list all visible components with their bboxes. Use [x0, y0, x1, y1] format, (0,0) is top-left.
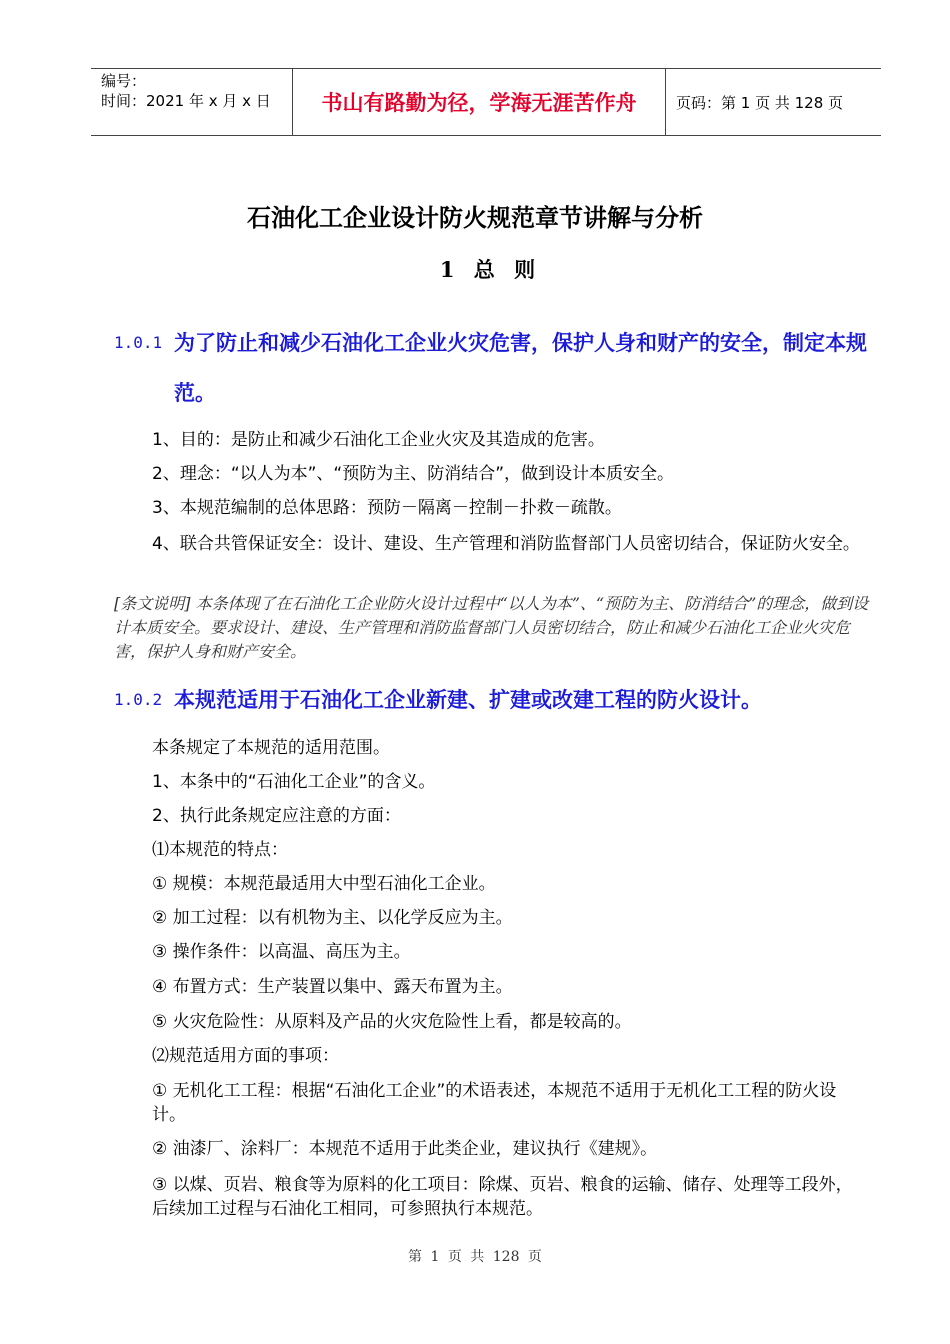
- clause-1-0-2: [114, 675, 874, 725]
- header-page-info: 页码：第 1 页 共 128 页: [676, 94, 844, 112]
- list-item: ① 无机化工工程：根据“石油化工企业”的术语表述，本规范不适用于无机化工工程的防火设计。: [152, 1081, 837, 1125]
- list-item: ⑵规范适用方面的事项：: [152, 1046, 339, 1066]
- page-header: [91, 68, 881, 136]
- list-item: 1、目的：是防止和减少石油化工企业火灾及其造成的危害。: [152, 430, 605, 450]
- list-item: ② 加工过程：以有机物为主、以化学反应为主。: [152, 908, 513, 928]
- page-footer: 第 1 页 共 128 页: [408, 1249, 542, 1265]
- header-divider: [665, 69, 666, 135]
- list-item: ⑤ 火灾危险性：从原料及产品的火灾危险性上看，都是较高的。: [152, 1012, 632, 1032]
- clause-text: 本规范适用于石油化工企业新建、扩建或改建工程的防火设计。: [174, 688, 762, 712]
- list-item: ④ 布置方式：生产装置以集中、露天布置为主。: [152, 977, 513, 997]
- list-item: 1、本条中的“石油化工企业”的含义。: [152, 772, 436, 792]
- document-title: 石油化工企业设计防火规范章节讲解与分析: [247, 203, 703, 232]
- list-item: ① 规模：本规范最适用大中型石油化工企业。: [152, 874, 496, 894]
- chapter-heading: 1 总 则: [439, 257, 536, 282]
- list-item: ③ 操作条件：以高温、高压为主。: [152, 942, 411, 962]
- list-item: 本条规定了本规范的适用范围。: [152, 738, 390, 758]
- clause-1-0-1: [114, 318, 874, 418]
- header-meta: [101, 71, 271, 111]
- clause-text: 为了防止和减少石油化工企业火灾危害，保护人身和财产的安全，制定本规范。: [174, 331, 867, 405]
- clause-number: 1.0.1: [114, 333, 163, 352]
- clause-number: 1.0.2: [114, 690, 163, 709]
- list-item: 4、联合共管保证安全：设计、建设、生产管理和消防监督部门人员密切结合，保证防火安全。: [152, 534, 860, 554]
- list-item: 2、理念：“以人为本”、“预防为主、防消结合”，做到设计本质安全。: [152, 464, 675, 484]
- clause-explanation: [条文说明] 本条体现了在石油化工企业防火设计过程中“以人为本”、“预防为主、防消结合”的理念，做到设计本质安全。要求设计、建设、生产管理和消防监督部门人员密切结合，防止和减少石油化工企业火灾危害，保护人身和财产安全。: [114, 594, 869, 661]
- header-motto: 书山有路勤为径，学海无涯苦作舟: [321, 91, 637, 115]
- list-item: ② 油漆厂、涂料厂：本规范不适用于此类企业，建议执行《建规》。: [152, 1139, 658, 1159]
- list-item: 3、本规范编制的总体思路：预防－隔离－控制－扑救－疏散。: [152, 498, 622, 518]
- list-item: ⑴本规范的特点：: [152, 840, 288, 860]
- list-item: ③ 以煤、页岩、粮食等为原料的化工项目：除煤、页岩、粮食的运输、储存、处理等工段外，后续加工过程与石油化工相同，可参照执行本规范。: [152, 1175, 853, 1219]
- list-item: 2、执行此条规定应注意的方面：: [152, 806, 401, 826]
- number-label: 编号：: [101, 72, 147, 90]
- time-line: 时间：2021 年 x 月 x 日: [101, 92, 271, 110]
